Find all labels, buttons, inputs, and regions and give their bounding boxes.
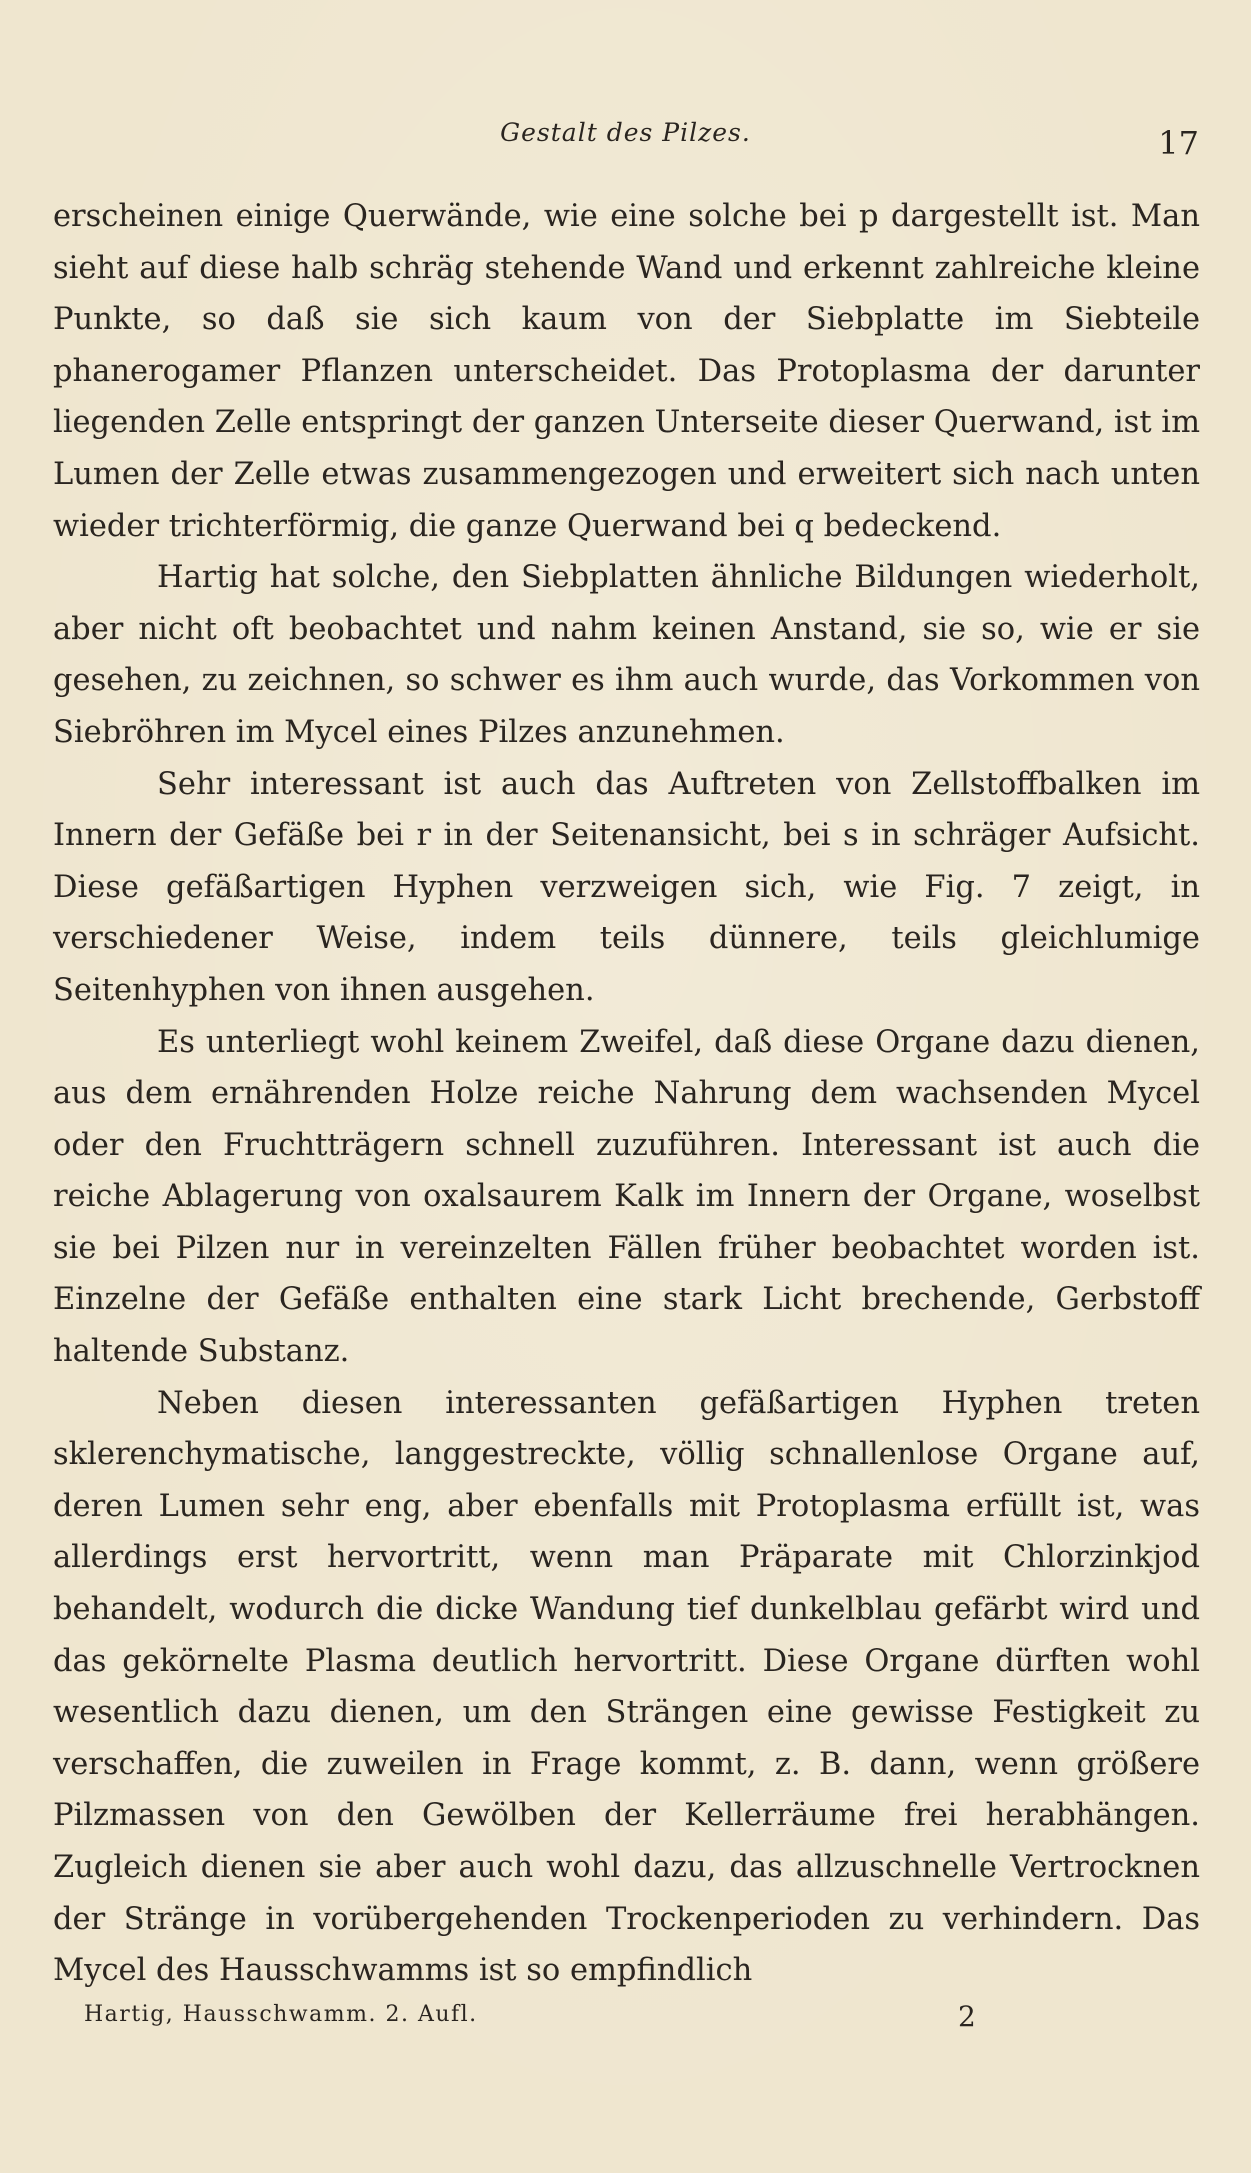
page-footer xyxy=(0,2002,1251,2042)
paragraph: erscheinen einige Querwände, wie eine solche bei p dargestellt ist. Man sieht auf diese halb schräg stehende Wand und erkennt zahlreiche kleine Punkte, so daß sie sich kaum von der Siebplatte im Siebteile phanerogamer Pflanzen unterscheidet. Das Protoplasma der darunter liegenden Zelle entspringt der ganzen Unterseite dieser Querwand, ist im Lumen der Zelle etwas zusammengezogen und erweitert sich nach unten wieder trichterförmig, die ganze Querwand bei q bedeckend. xyxy=(53,199,1200,544)
sheet-number: 2 xyxy=(958,2000,976,2033)
paragraph: Hartig hat solche, den Siebplatten ähnliche Bildungen wiederholt, aber nicht oft beobachtet und nahm keinen Anstand, sie so, wie er sie gesehen, zu zeichnen, so schwer es ihm auch wurde, das Vorkommen von Siebröhren im Mycel eines Pilzes anzunehmen. xyxy=(53,560,1200,750)
paragraph: Sehr interessant ist auch das Auftreten von Zellstoffbalken im Innern der Gefäße bei r in der Seitenansicht, bei s in schräger Aufsicht. Diese gefäßartigen Hyphen verzweigen sich, wie Fig. 7 zeigt, in verschiedener Weise, indem teils dünnere, teils gleichlumige Seitenhyphen von ihnen ausgehen. xyxy=(53,766,1200,1008)
paragraph: Neben diesen interessanten gefäßartigen Hyphen treten sklerenchymatische, langgestreckte, völlig schnallenlose Organe auf, deren Lumen sehr eng, aber ebenfalls mit Protoplasma erfüllt ist, was allerdings erst hervortritt, wenn man Präparate mit Chlorzinkjod behandelt, wodurch die dicke Wandung tief dunkelblau gefärbt wird und das gekörnelte Plasma deutlich hervortritt. Diese Organe dürften wohl wesentlich dazu dienen, um den Strängen eine gewisse Festigkeit zu verschaffen, die zuweilen in Frage kommt, z. B. dann, wenn größere Pilzmassen von den Gewölben der Kellerräume frei herabhängen. Zugleich dienen sie aber auch wohl dazu, das allzuschnelle Vertrocknen der Stränge in vorübergehenden Trockenperioden zu verhindern. Das Mycel des Hausschwamms ist so empfindlich xyxy=(53,1385,1200,1989)
paragraph: Es unterliegt wohl keinem Zweifel, daß diese Organe dazu dienen, aus dem ernährenden Holze reiche Nahrung dem wachsenden Mycel oder den Fruchtträgern schnell zuzuführen. Interessant ist auch die reiche Ablagerung von oxalsaurem Kalk im Innern der Organe, woselbst sie bei Pilzen nur in vereinzelten Fällen früher beobachtet worden ist. Einzelne der Gefäße enthalten eine stark Licht brechende, Gerbstoff haltende Substanz. xyxy=(53,1024,1200,1370)
printer-signature: Hartig, Hausschwamm. 2. Aufl. xyxy=(84,2002,478,2027)
running-title: Gestalt des Pilzes. xyxy=(500,118,751,147)
page-number: 17 xyxy=(1158,124,1199,162)
body-text xyxy=(53,191,1200,1997)
running-head xyxy=(0,118,1251,162)
